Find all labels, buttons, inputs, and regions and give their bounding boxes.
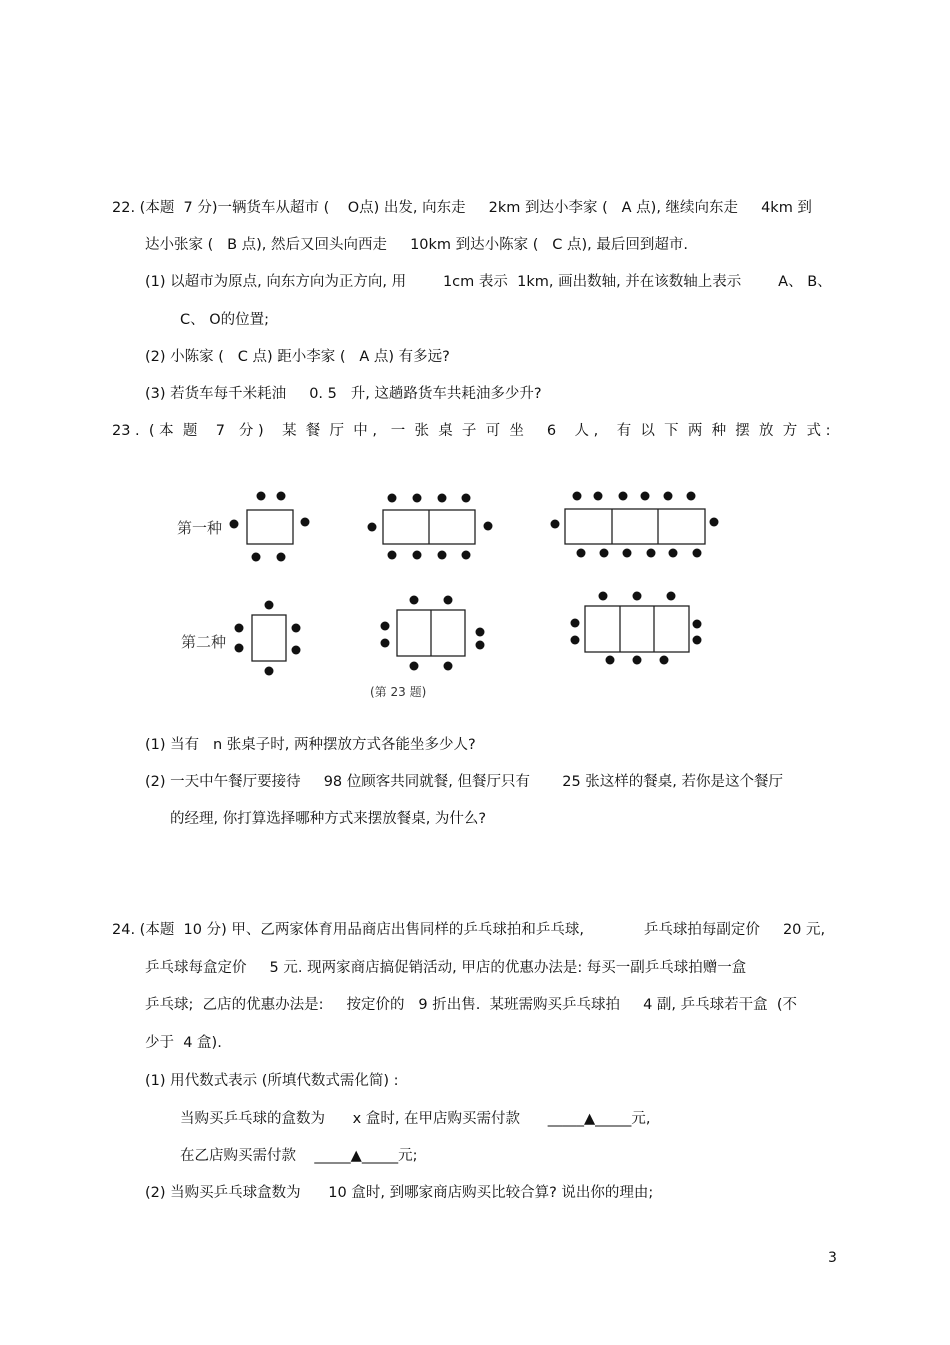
q23-sub-2b: 的经理, 你打算选择哪种方式来摆放餐桌, 为什么? <box>170 811 487 827</box>
seat-dots <box>230 492 719 676</box>
q23-sub-2a: (2) 一天中午餐厅要接待 98 位顾客共同就餐, 但餐厅只有 25 张这样的餐桌, 若你是这个餐厅 <box>145 774 784 790</box>
q24-line-1: 24. (本题 10 分) 甲、乙两家体育用品商店出售同样的乒乓球拍和乒乓球, 乒乓球拍每副定价 20 元, <box>112 922 826 938</box>
table-arrangement-figure <box>165 478 745 708</box>
row2-label: 第二种 <box>181 633 227 651</box>
q24-sub-2: (2) 当购买乒乓球盒数为 10 盒时, 到哪家商店购买比较合算? 说出你的理由; <box>145 1185 654 1201</box>
q23-sub-1: (1) 当有 n 张桌子时, 两种摆放方式各能坐多少人? <box>145 737 476 753</box>
q24-sub-1a: 当购买乒乓球的盒数为 x 盒时, 在甲店购买需付款 _____▲_____元, <box>180 1111 651 1127</box>
row2-one-table <box>252 615 286 661</box>
q23-line-1: 23 . ( 本 题 7 分 ) 某 餐 厅 中 , 一 张 桌 子 可 坐 6 人 , 有 以 下 两 种 摆 放 方 式 : <box>112 423 831 439</box>
q24-line-2: 乒乓球每盒定价 5 元. 现两家商店搞促销活动, 甲店的优惠办法是: 每买一副乒乓球拍赠一盒 <box>145 960 747 976</box>
q22-sub-3: (3) 若货车每千米耗油 0. 5 升, 这趟路货车共耗油多少升? <box>145 386 542 402</box>
q22-sub-1a: (1) 以超市为原点, 向东方向为正方向, 用 1cm 表示 1km, 画出数轴, 并在该数轴上表示 A、 B、 <box>145 274 832 290</box>
q22-sub-2: (2) 小陈家 ( C 点) 距小李家 ( A 点) 有多远? <box>145 349 450 365</box>
q24-sub-1b: 在乙店购买需付款 _____▲_____元; <box>180 1148 418 1164</box>
q22-line-2: 达小张家 ( B 点), 然后又回头向西走 10km 到达小陈家 ( C 点), 最后回到超市. <box>145 237 688 253</box>
row2-three-tables <box>585 606 689 652</box>
q22-sub-1b: C、 O的位置; <box>180 312 270 328</box>
q24-sub-1: (1) 用代数式表示 (所填代数式需化简) : <box>145 1073 399 1089</box>
table-arrangement-svg <box>165 478 745 708</box>
figure-caption: (第 23 题) <box>370 685 427 699</box>
q22-line-1: 22. (本题 7 分)一辆货车从超市 ( O点) 出发, 向东走 2km 到达小李家 ( A 点), 继续向东走 4km 到 <box>112 200 812 216</box>
page-number: 3 <box>828 1250 837 1266</box>
row1-three-tables <box>565 509 705 544</box>
row1-one-table <box>247 510 293 544</box>
q24-line-4: 少于 4 盒). <box>145 1035 222 1051</box>
row1-label: 第一种 <box>177 519 223 537</box>
q24-line-3: 乒乓球; 乙店的优惠办法是: 按定价的 9 折出售. 某班需购买乒乓球拍 4 副, 乒乓球若干盒 (不 <box>145 997 797 1013</box>
